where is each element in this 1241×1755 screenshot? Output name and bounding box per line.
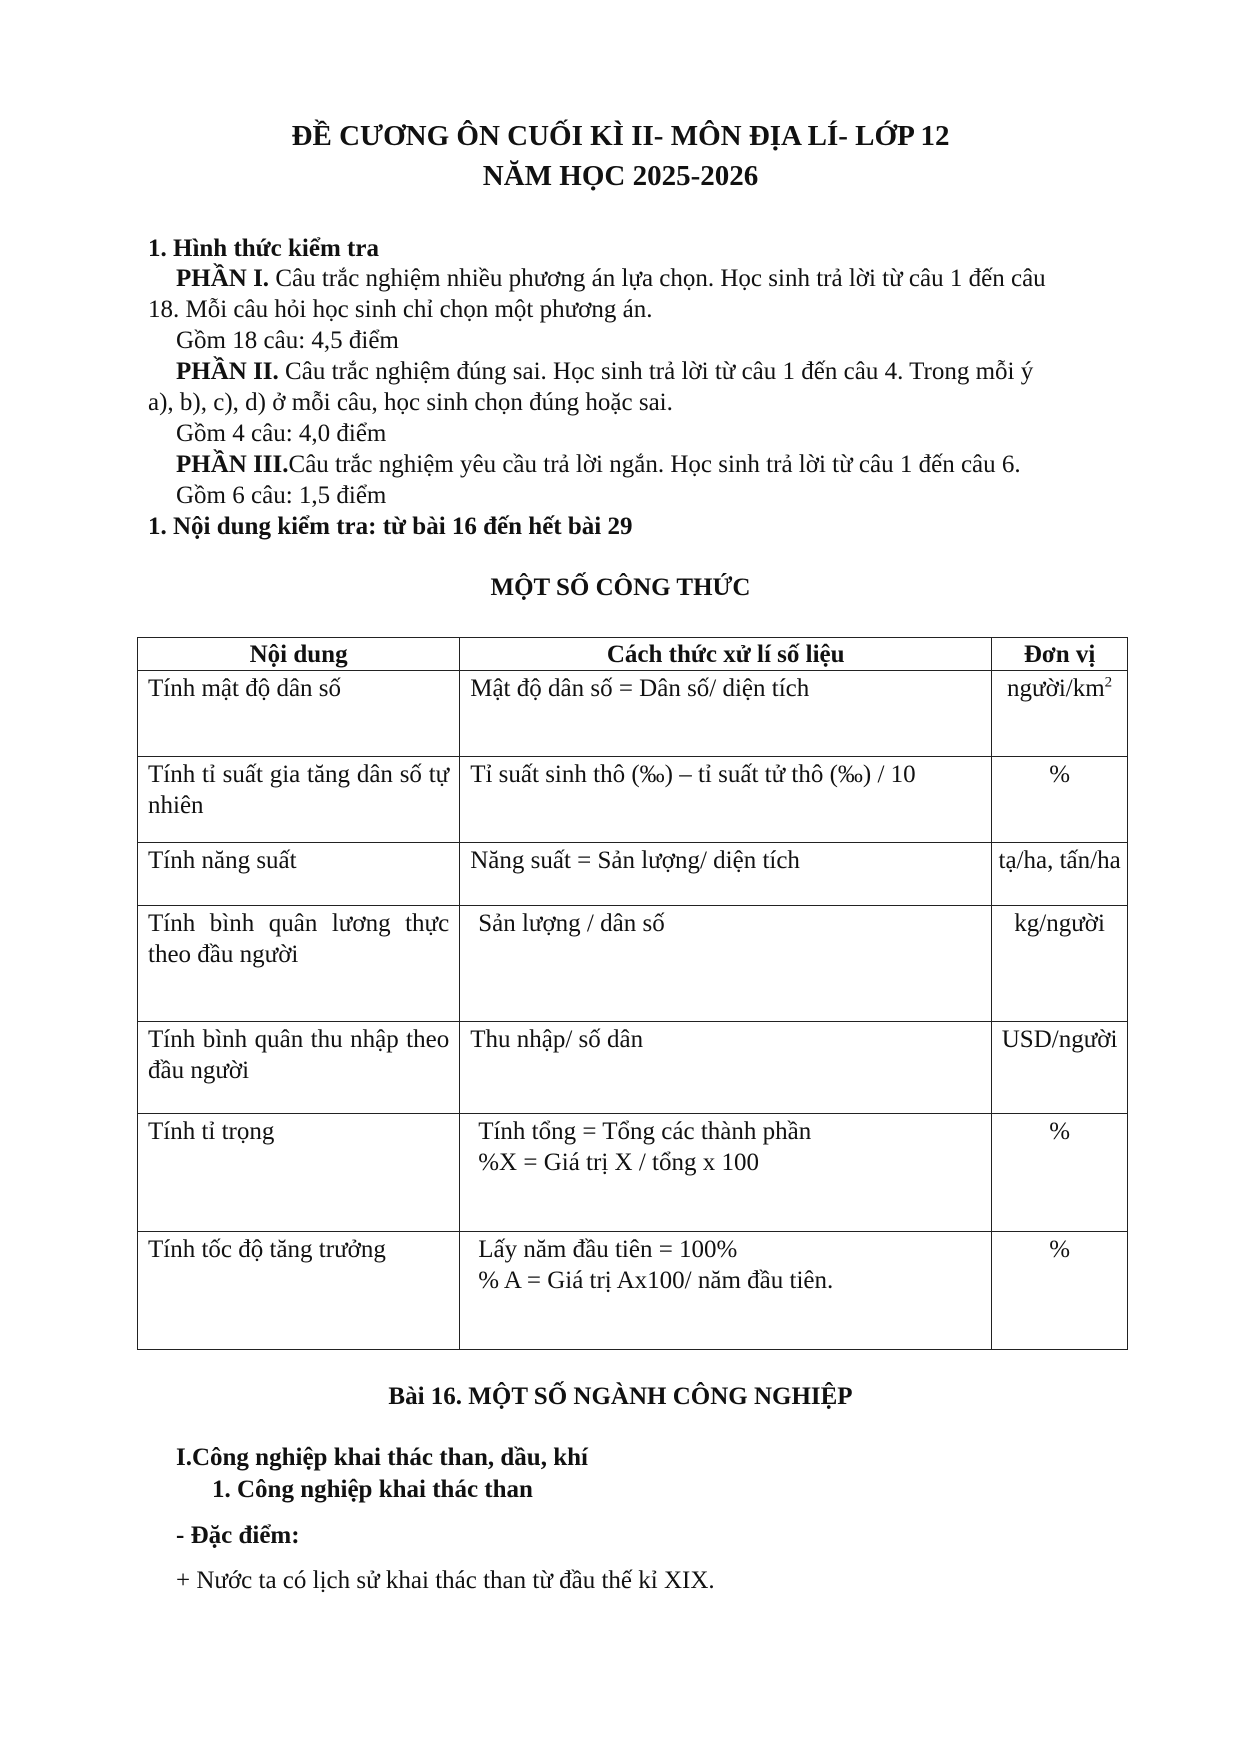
row-method	[460, 1232, 992, 1350]
row-unit: USD/người	[992, 1022, 1128, 1114]
column-header-unit: Đơn vị	[992, 638, 1128, 671]
row-unit: %	[992, 1114, 1128, 1232]
part1-line	[176, 263, 1046, 294]
row-method: Tỉ suất sinh thô (‰) – tỉ suất tử thô (‰) / 10	[460, 757, 992, 843]
row-unit: tạ/ha, tấn/ha	[992, 843, 1128, 906]
row-content: Tính tỉ suất gia tăng dân số tự nhiên	[138, 757, 460, 843]
part1-count: Gồm 18 câu: 4,5 điểm	[176, 327, 399, 354]
row-content: Tính tốc độ tăng trưởng	[138, 1232, 460, 1350]
row-method-line: Tính tổng = Tổng các thành phần	[478, 1118, 812, 1145]
row-method-line: % A = Giá trị Ax100/ năm đầu tiên.	[478, 1267, 834, 1294]
column-header-method: Cách thức xử lí số liệu	[460, 638, 992, 671]
column-header-content: Nội dung	[138, 638, 460, 671]
table-row	[138, 843, 1128, 906]
section-heading-exam-content: 1. Nội dung kiểm tra: từ bài 16 đến hết bài 29	[148, 513, 633, 540]
feature-item: + Nước ta có lịch sử khai thác than từ đầu thế kỉ XIX.	[176, 1567, 715, 1594]
row-method: Mật độ dân số = Dân số/ diện tích	[460, 671, 992, 757]
part3-text: Câu trắc nghiệm yêu cầu trả lời ngắn. Học sinh trả lời từ câu 1 đến câu 6.	[288, 451, 1021, 478]
part1-label: PHẦN I.	[176, 265, 270, 292]
row-unit	[992, 671, 1128, 757]
part2-count: Gồm 4 câu: 4,0 điểm	[176, 420, 387, 447]
row-method	[460, 906, 992, 1022]
row-method: Thu nhập/ số dân	[460, 1022, 992, 1114]
section-heading-exam-format: 1. Hình thức kiểm tra	[148, 235, 379, 262]
document-title-line1: ĐỀ CƯƠNG ÔN CUỐI KÌ II- MÔN ĐỊA LÍ- LỚP 12	[291, 120, 950, 152]
row-content: Tính bình quân thu nhập theo đầu người	[138, 1022, 460, 1114]
row-content: Tính tỉ trọng	[138, 1114, 460, 1232]
subsection-heading: I.Công nghiệp khai thác than, dầu, khí	[176, 1444, 588, 1471]
row-unit: kg/người	[992, 906, 1128, 1022]
table-header-row	[138, 638, 1128, 671]
row-content: Tính mật độ dân số	[138, 671, 460, 757]
row-unit: %	[992, 1232, 1128, 1350]
table-row	[138, 1114, 1128, 1232]
document-title-line2: NĂM HỌC 2025-2026	[482, 160, 759, 192]
formulas-heading: MỘT SỐ CÔNG THỨC	[490, 574, 751, 601]
row-unit-superscript: 2	[1104, 674, 1113, 691]
table-row	[138, 671, 1128, 757]
part2-text-a: Câu trắc nghiệm đúng sai. Học sinh trả lời từ câu 1 đến câu 4. Trong mỗi ý	[278, 358, 1034, 385]
table-row	[138, 757, 1128, 843]
part2-line	[176, 356, 1033, 387]
row-method: Năng suất = Sản lượng/ diện tích	[460, 843, 992, 906]
formulas-table	[137, 637, 1128, 1350]
part1-text-b: 18. Mỗi câu hỏi học sinh chỉ chọn một phương án.	[148, 296, 653, 323]
part3-count: Gồm 6 câu: 1,5 điểm	[176, 482, 387, 509]
table-row	[138, 1022, 1128, 1114]
part2-label: PHẦN II.	[176, 358, 279, 385]
part2-text-b: a), b), c), d) ở mỗi câu, học sinh chọn đúng hoặc sai.	[148, 389, 673, 416]
row-unit: %	[992, 757, 1128, 843]
feature-label: - Đặc điểm:	[176, 1522, 300, 1549]
part1-text-a: Câu trắc nghiệm nhiều phương án lựa chọn. Học sinh trả lời từ câu 1 đến câu	[269, 265, 1046, 292]
row-method	[460, 1114, 992, 1232]
part3-line	[176, 449, 1021, 480]
part3-label: PHẦN III.	[176, 451, 289, 478]
subsubsection-heading: 1. Công nghiệp khai thác than	[212, 1476, 533, 1503]
row-content: Tính bình quân lương thực theo đầu người	[138, 906, 460, 1022]
lesson-heading: Bài 16. MỘT SỐ NGÀNH CÔNG NGHIỆP	[388, 1383, 853, 1410]
row-method-line: Sản lượng / dân số	[478, 910, 665, 937]
table-row	[138, 1232, 1128, 1350]
row-unit-main: người/km	[1007, 675, 1105, 702]
row-method-line: Lấy năm đầu tiên = 100%	[478, 1236, 738, 1263]
row-content: Tính năng suất	[138, 843, 460, 906]
row-method-line: %X = Giá trị X / tổng x 100	[478, 1149, 759, 1176]
table-row	[138, 906, 1128, 1022]
